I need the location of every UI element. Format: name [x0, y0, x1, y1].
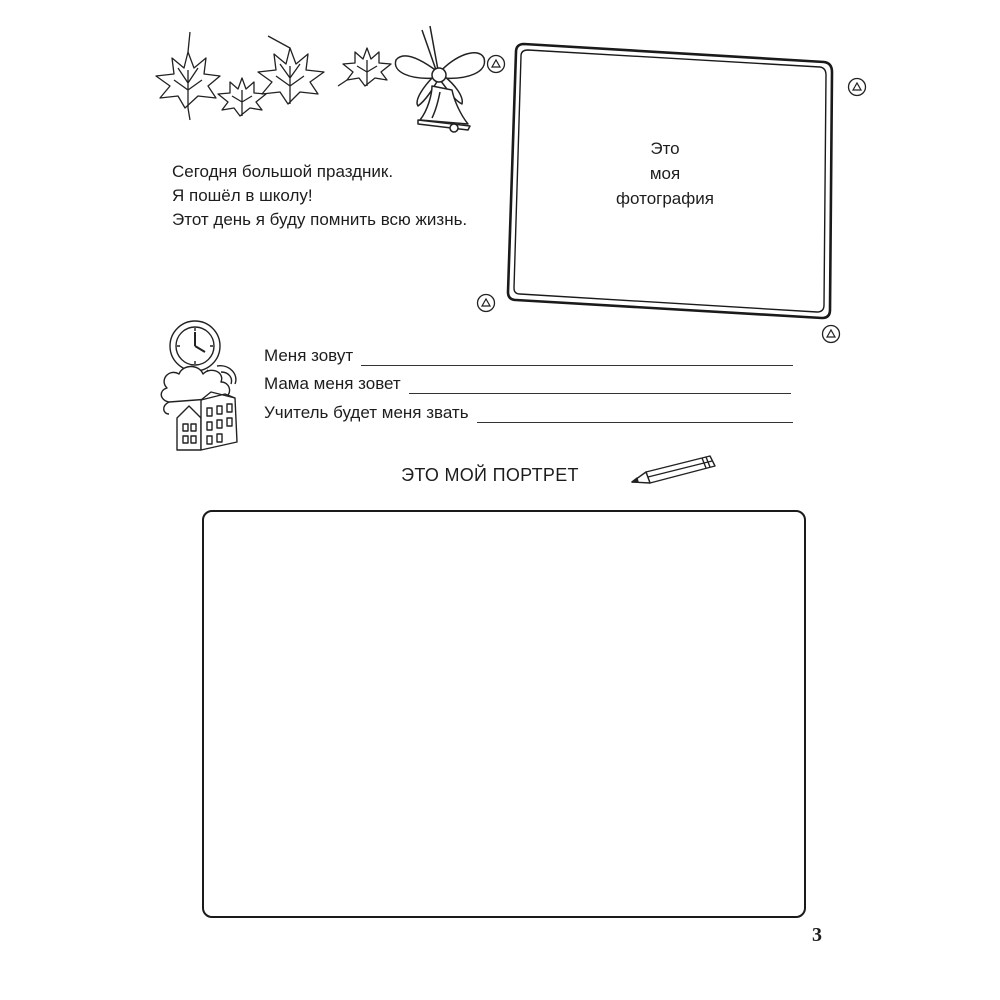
field-label: Меня зовут [264, 346, 354, 365]
triangle-marker-icon [476, 293, 496, 313]
photo-caption-line: фотография [616, 189, 714, 208]
triangle-marker-icon [847, 77, 867, 97]
intro-line: Сегодня большой праздник. [172, 162, 394, 181]
clock-and-house-icon [155, 318, 245, 456]
mom-name-field[interactable] [409, 377, 791, 394]
photo-caption-line: моя [649, 164, 681, 183]
photo-caption-line: Это [650, 139, 680, 158]
field-label: Мама меня зовет [264, 374, 401, 393]
field-row [264, 372, 791, 394]
triangle-marker-icon [486, 54, 506, 74]
portrait-drawing-area[interactable] [202, 510, 806, 918]
pencil-icon [630, 452, 722, 490]
triangle-marker-icon [821, 324, 841, 344]
maple-leaves-icon [150, 28, 395, 123]
school-bell-icon [392, 20, 487, 135]
page-number: 3 [812, 924, 822, 946]
teacher-name-field[interactable] [477, 406, 793, 423]
field-row [264, 344, 793, 366]
name-field[interactable] [361, 349, 793, 366]
portrait-title: ЭТО МОЙ ПОРТРЕТ [401, 465, 579, 485]
field-label: Учитель будет меня звать [264, 403, 469, 422]
photo-caption [590, 136, 740, 211]
intro-line: Я пошёл в школу! [172, 186, 313, 205]
field-row [264, 401, 793, 423]
intro-line: Этот день я буду помнить всю жизнь. [172, 210, 468, 229]
intro-text [172, 160, 502, 232]
